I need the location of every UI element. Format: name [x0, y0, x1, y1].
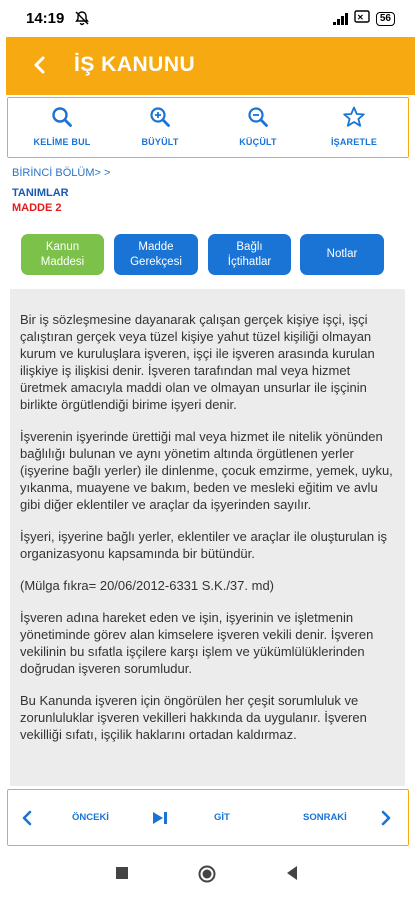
content-paragraph: İşverenin işyerinde ürettiği mal veya hizmet ile nitelik yönünden bağlılığı bulunan ve aynı yönetim altında örgütlenen yerler (işyerine bağlı yerler) ile dinlenme, çocuk emzirme, yemek, uyku, yıkanma, muayene ve bakım, beden ve mesleki eğitim ve avlu gibi diğer eklentiler ve araçlar da işyerinden sayılır. — [20, 429, 393, 512]
skip-next-button[interactable] — [151, 790, 169, 845]
back-arrow-icon[interactable] — [28, 51, 52, 79]
bookmark-button[interactable] — [314, 106, 394, 150]
article-navigation-bar — [7, 789, 409, 846]
signal-icon — [333, 13, 348, 25]
find-word-label: KELİME BUL — [33, 137, 91, 147]
next-arrow-button[interactable] — [379, 790, 393, 845]
article-content[interactable] — [10, 289, 405, 786]
content-paragraph: (Mülga fıkra= 20/06/2012-6331 S.K./37. md) — [20, 578, 275, 593]
app-bar — [6, 37, 415, 95]
zoom-in-label: BÜYÜLT — [141, 137, 179, 147]
content-paragraph: Bu Kanunda işveren için öngörülen her çeşit sorumluluk ve zorunluluklar işveren vekilleri hakkında da uygulanır. İşveren vekilliği sıfatı, işçilik haklarını ortadan kaldırmaz. — [20, 693, 367, 742]
zoom-in-icon — [149, 106, 171, 128]
article-title: MADDE 2 — [12, 202, 62, 214]
zoom-out-icon — [247, 106, 269, 128]
search-icon — [51, 106, 73, 128]
find-word-button[interactable] — [22, 106, 102, 150]
page-title: İŞ KANUNU — [74, 53, 196, 76]
notifications-off-icon — [74, 10, 90, 31]
content-paragraph: İşveren adına hareket eden ve işin, işyerinin ve işletmenin yönetiminde görev alan kimselere işveren vekili denir. İşveren vekilinin bu sıfatla işçilere karşı işlem ve yükümlülüklerinden doğrudan işveren sorumludur. — [20, 610, 374, 676]
prev-arrow-button[interactable] — [20, 790, 34, 845]
section-title: TANIMLAR — [12, 187, 69, 199]
wifi-icon — [354, 10, 370, 28]
content-paragraph: Bir iş sözleşmesine dayanarak çalışan gerçek kişiye işçi, işçi çalıştıran gerçek veya tüzel kişiye yahut tüzel kişiliği olmayan kurum ve kuruluşlara işveren, işçi ile işveren arasında kurulan ilişkiye iş ilişkisi denir. İşveren tarafından mal veya hizmet üretmek amacıyla maddi olan ve olmayan unsurlar ile işçinin birlikte örgütlendiği birime işyeri denir. — [20, 312, 375, 412]
home-circle-icon[interactable] — [198, 865, 216, 883]
chevron-left-icon — [20, 810, 34, 826]
previous-label: ÖNCEKİ — [72, 812, 109, 823]
breadcrumb[interactable]: BİRİNCİ BÖLÜM> > — [12, 167, 111, 179]
go-button[interactable] — [214, 790, 230, 845]
content-paragraph: İşyeri, işyerine bağlı yerler, eklentiler ve araçlar ile oluşturulan iş organizasyonu kapsamında bir bütündür. — [20, 529, 388, 561]
status-bar — [0, 0, 415, 36]
back-triangle-icon[interactable] — [285, 865, 299, 881]
skip-next-icon — [151, 810, 169, 826]
next-label: SONRAKİ — [303, 812, 347, 823]
chevron-right-icon — [379, 810, 393, 826]
zoom-out-button[interactable] — [218, 106, 298, 150]
bookmark-label: İŞARETLE — [330, 137, 378, 147]
status-time: 14:19 — [26, 10, 65, 27]
zoom-out-label: KÜÇÜLT — [239, 137, 277, 147]
tab-notes[interactable]: Notlar — [300, 234, 384, 275]
star-icon — [343, 106, 365, 128]
battery-indicator: 56 — [376, 12, 395, 26]
svg-text:✕: ✕ — [356, 13, 364, 22]
tab-article-reasoning[interactable]: Madde Gerekçesi — [114, 234, 198, 275]
zoom-in-button[interactable] — [120, 106, 200, 150]
system-navigation-bar — [0, 846, 415, 900]
go-label: GİT — [214, 812, 230, 823]
next-button[interactable] — [303, 790, 347, 845]
tools-toolbar — [7, 97, 409, 158]
recents-square-icon[interactable] — [116, 867, 128, 879]
previous-button[interactable] — [72, 790, 109, 845]
tab-related-case-law[interactable]: Bağlı İçtihatlar — [208, 234, 291, 275]
tab-law-article[interactable]: Kanun Maddesi — [21, 234, 104, 275]
